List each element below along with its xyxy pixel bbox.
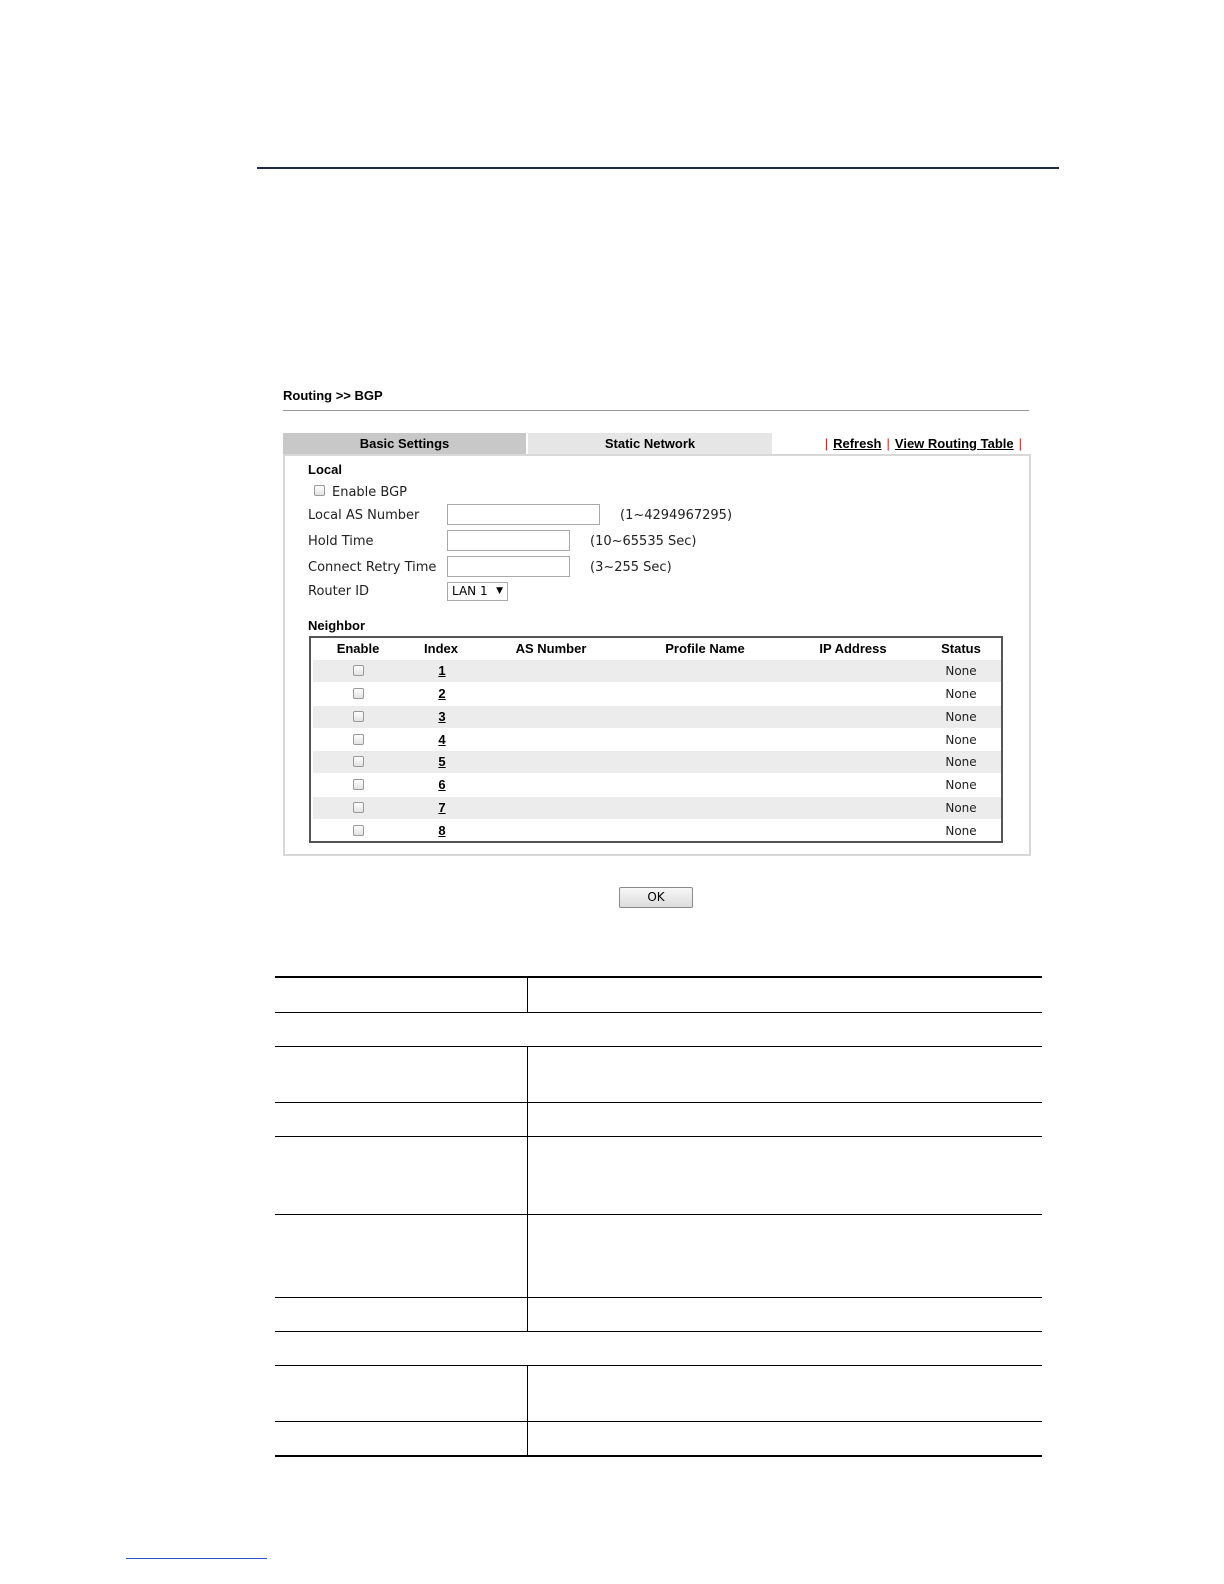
column-header-profile-name: Profile Name bbox=[665, 641, 745, 656]
neighbor-status: None bbox=[945, 824, 977, 838]
neighbor-enable-checkbox[interactable] bbox=[353, 734, 364, 745]
neighbor-status: None bbox=[945, 664, 977, 678]
column-header-enable: Enable bbox=[336, 641, 380, 656]
neighbor-index-link[interactable]: 3 bbox=[438, 709, 446, 724]
table-rule bbox=[275, 1331, 1042, 1332]
table-rule bbox=[275, 1102, 1042, 1103]
hold-time-hint: (10~65535 Sec) bbox=[590, 534, 697, 549]
neighbor-status: None bbox=[945, 801, 977, 815]
column-header-index: Index bbox=[424, 641, 458, 656]
tab-static-network[interactable]: Static Network bbox=[528, 433, 772, 454]
neighbor-index-link[interactable]: 1 bbox=[438, 663, 446, 678]
column-header-ip-address: IP Address bbox=[819, 641, 887, 656]
table-row bbox=[313, 751, 1001, 773]
table-row bbox=[313, 820, 1001, 842]
breadcrumb-divider bbox=[283, 410, 1029, 411]
table-column-rule bbox=[527, 977, 528, 1012]
neighbor-status: None bbox=[945, 755, 977, 769]
table-rule bbox=[275, 1297, 1042, 1298]
connect-retry-input[interactable] bbox=[447, 556, 570, 577]
table-rule bbox=[275, 1421, 1042, 1422]
table-column-rule bbox=[527, 1365, 528, 1455]
neighbor-status: None bbox=[945, 687, 977, 701]
table-rule bbox=[275, 1455, 1042, 1457]
neighbor-status: None bbox=[945, 733, 977, 747]
page-header-rule bbox=[257, 167, 1059, 169]
neighbor-enable-checkbox[interactable] bbox=[353, 779, 364, 790]
neighbor-enable-checkbox[interactable] bbox=[353, 711, 364, 722]
tab-basic-settings[interactable]: Basic Settings bbox=[283, 433, 526, 454]
hold-time-label: Hold Time bbox=[308, 534, 374, 549]
hold-time-input[interactable] bbox=[447, 530, 570, 551]
neighbor-enable-checkbox[interactable] bbox=[353, 756, 364, 767]
neighbor-index-link[interactable]: 5 bbox=[438, 754, 446, 769]
router-id-label: Router ID bbox=[308, 584, 370, 599]
local-as-input[interactable] bbox=[447, 504, 600, 525]
neighbor-index-link[interactable]: 7 bbox=[438, 800, 446, 815]
enable-bgp-checkbox[interactable] bbox=[314, 485, 325, 496]
footer-link-underline bbox=[126, 1558, 267, 1559]
link-separator: | bbox=[1018, 436, 1022, 451]
table-row bbox=[313, 797, 1001, 819]
breadcrumb: Routing >> BGP bbox=[283, 388, 383, 403]
table-rule bbox=[275, 1365, 1042, 1366]
local-section-title: Local bbox=[308, 462, 342, 477]
table-rule bbox=[275, 976, 1042, 978]
chevron-down-icon: ▼ bbox=[496, 586, 503, 596]
neighbor-status: None bbox=[945, 778, 977, 792]
toolbar-links bbox=[820, 433, 1027, 454]
link-separator: | bbox=[824, 436, 829, 451]
table-row bbox=[313, 660, 1001, 682]
connect-retry-hint: (3~255 Sec) bbox=[590, 560, 672, 575]
link-separator: | bbox=[886, 436, 890, 451]
neighbor-enable-checkbox[interactable] bbox=[353, 802, 364, 813]
neighbor-section-title: Neighbor bbox=[308, 618, 366, 633]
local-as-label: Local AS Number bbox=[308, 508, 420, 523]
table-rule bbox=[275, 1136, 1042, 1137]
neighbor-index-link[interactable]: 4 bbox=[438, 732, 446, 747]
enable-bgp-label: Enable BGP bbox=[332, 485, 408, 500]
refresh-link[interactable]: Refresh bbox=[833, 436, 882, 451]
table-rule bbox=[275, 1046, 1042, 1047]
table-row bbox=[313, 774, 1001, 796]
neighbor-index-link[interactable]: 6 bbox=[438, 777, 446, 792]
table-row bbox=[313, 729, 1001, 751]
ok-button[interactable]: OK bbox=[619, 887, 693, 908]
router-id-select[interactable] bbox=[447, 582, 508, 601]
view-routing-table-link[interactable]: View Routing Table bbox=[894, 436, 1014, 451]
neighbor-enable-checkbox[interactable] bbox=[353, 665, 364, 676]
column-header-status: Status bbox=[941, 641, 981, 656]
neighbor-status: None bbox=[945, 710, 977, 724]
table-rule bbox=[275, 1012, 1042, 1013]
table-rule bbox=[275, 1214, 1042, 1215]
router-id-value: LAN 1 bbox=[452, 584, 488, 598]
neighbor-enable-checkbox[interactable] bbox=[353, 688, 364, 699]
router-bgp-screenshot bbox=[283, 380, 1031, 920]
table-row bbox=[313, 706, 1001, 728]
neighbor-table bbox=[309, 636, 1003, 843]
connect-retry-label: Connect Retry Time bbox=[308, 560, 437, 575]
local-as-hint: (1~4294967295) bbox=[620, 508, 733, 523]
basic-settings-panel bbox=[283, 454, 1031, 856]
table-row bbox=[313, 683, 1001, 705]
column-header-as-number: AS Number bbox=[515, 641, 587, 656]
neighbor-enable-checkbox[interactable] bbox=[353, 825, 364, 836]
neighbor-index-link[interactable]: 8 bbox=[438, 823, 446, 838]
neighbor-index-link[interactable]: 2 bbox=[438, 686, 446, 701]
table-column-rule bbox=[527, 1046, 528, 1331]
